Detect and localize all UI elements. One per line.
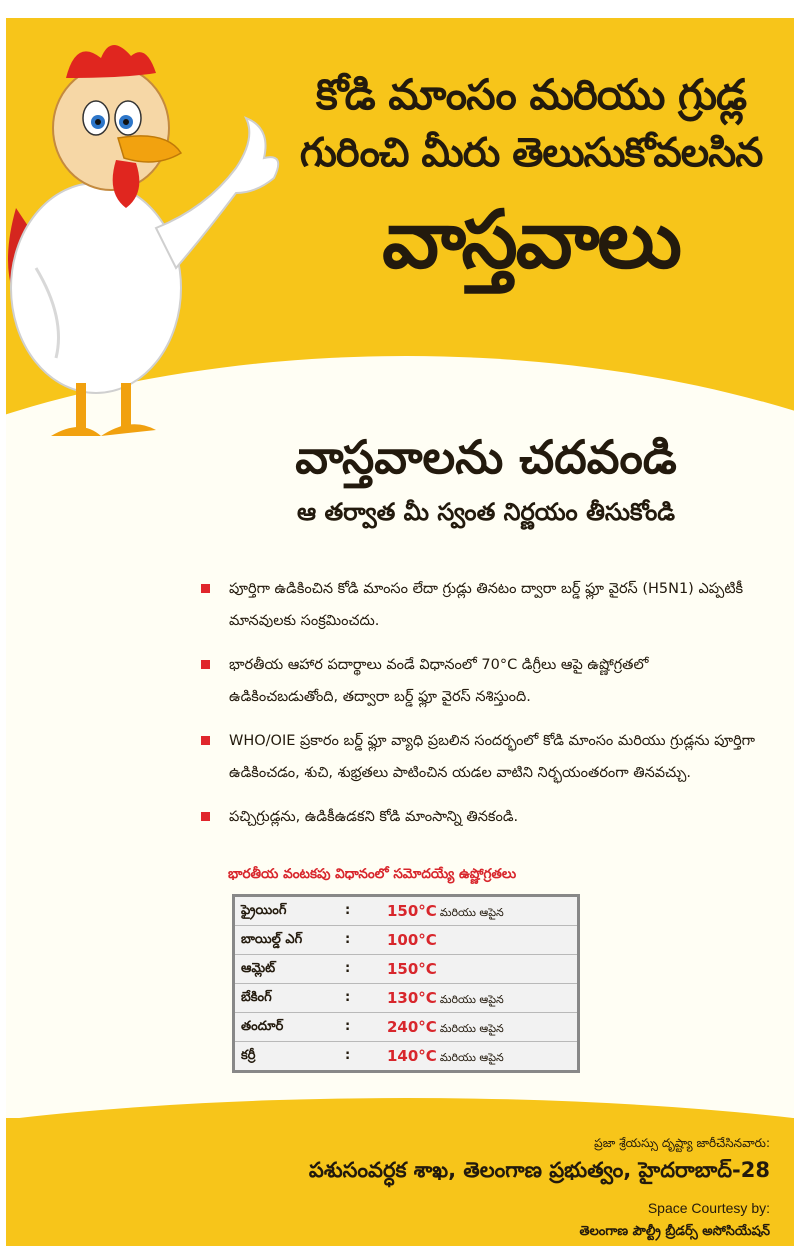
- facts-list: [201, 573, 761, 845]
- fact-text: WHO/OIE ప్రకారం బర్డ్ ఫ్లూ వ్యాధి ప్రబలిన సందర్భంలో కోడి మాంసం మరియు గ్రుడ్లను పూర్తిగా ఉడికించడం, శుచి, శుభ్రతలు పాటించిన యడల వాటిని నిర్భయంతరంగా తినవచ్చు.: [229, 733, 756, 781]
- fact-text: పూర్తిగా ఉడికించిన కోడి మాంసం లేదా గ్రుడ్లు తినటం ద్వారా బర్డ్ ఫ్లూ వైరస్ (H5N1) ఎప్పటికీ మానవులకు సంక్రమించదు.: [229, 581, 744, 629]
- square-bullet-icon: [201, 584, 210, 593]
- table-row: [235, 955, 577, 984]
- subheading-subtitle: ఆ తర్వాత మీ స్వంత నిర్ణయం తీసుకోండి: [296, 498, 676, 526]
- list-item: [201, 573, 761, 637]
- temperature-value: 150°C మరియు ఆపైన: [387, 902, 504, 920]
- temperature-value: 240°C మరియు ఆపైన: [387, 1018, 504, 1036]
- square-bullet-icon: [201, 812, 210, 821]
- cooking-method: బేకింగ్: [241, 990, 272, 1005]
- temperature-value: 150°C: [387, 960, 437, 978]
- temperature-table-title: భారతీయ వంటకపు విధానంలో సమోదయ్యే ఉష్ణోగ్రతలు: [228, 866, 517, 882]
- separator: :: [345, 903, 351, 918]
- temperature-value: 140°C మరియు ఆపైన: [387, 1047, 504, 1065]
- cooking-method: కర్రీ: [241, 1048, 256, 1063]
- table-row: [235, 897, 577, 926]
- square-bullet-icon: [201, 736, 210, 745]
- separator: :: [345, 932, 351, 947]
- cooking-method: ఫ్రైయింగ్: [241, 903, 287, 918]
- separator: :: [345, 1019, 351, 1034]
- association-name: తెలంగాణ పౌల్ట్రీ బ్రీడర్స్ అసోసియేషన్: [579, 1224, 770, 1239]
- subheading-title: వాస్తవాలను చదవండి: [295, 430, 677, 484]
- separator: :: [345, 961, 351, 976]
- separator: :: [345, 990, 351, 1005]
- table-row: [235, 926, 577, 955]
- courtesy-label: Space Courtesy by:: [647, 1200, 770, 1216]
- table-row: [235, 1042, 577, 1070]
- cooking-method: ఆమ్లెట్: [241, 961, 276, 976]
- list-item: [201, 801, 761, 833]
- headline-line-1: కోడి మాంసం మరియు గ్రుడ్ల: [315, 70, 747, 119]
- issuer-label: ప్రజా శ్రేయస్సు దృష్ట్యా జారీచేసినవారు:: [594, 1136, 770, 1150]
- list-item: [201, 725, 761, 789]
- table-row: [235, 984, 577, 1013]
- square-bullet-icon: [201, 660, 210, 669]
- department-name: పశుసంవర్ధక శాఖ, తెలంగాణ ప్రభుత్వం, హైదరాబాద్-28: [308, 1158, 770, 1182]
- fact-text: భారతీయ ఆహార పదార్థాలు వండే విధానంలో 70°C డిగ్రీలు ఆపై ఉష్ణోగ్రతలో ఉడికించబడుతోంది, తద్వారా బర్డ్ ఫ్లూ వైరస్ నశిస్తుంది.: [229, 657, 649, 705]
- separator: :: [345, 1048, 351, 1063]
- headline-line-2: గురించి మీరు తెలుసుకోవలసిన: [299, 130, 763, 176]
- rooster-illustration: [6, 18, 296, 458]
- headline-title: వాస్తవాలు: [382, 193, 680, 286]
- fact-text: పచ్చిగ్రుడ్లను, ఉడికీఉడకని కోడి మాంసాన్ని తినకండి.: [229, 809, 519, 825]
- cooking-method: బాయిల్డ్ ఎగ్: [241, 932, 303, 947]
- temperature-value: 100°C: [387, 931, 437, 949]
- table-row: [235, 1013, 577, 1042]
- list-item: [201, 649, 761, 713]
- cooking-method: తందూర్: [241, 1019, 284, 1034]
- temperature-table: [232, 894, 580, 1073]
- temperature-value: 130°C మరియు ఆపైన: [387, 989, 504, 1007]
- poster: [6, 18, 794, 1246]
